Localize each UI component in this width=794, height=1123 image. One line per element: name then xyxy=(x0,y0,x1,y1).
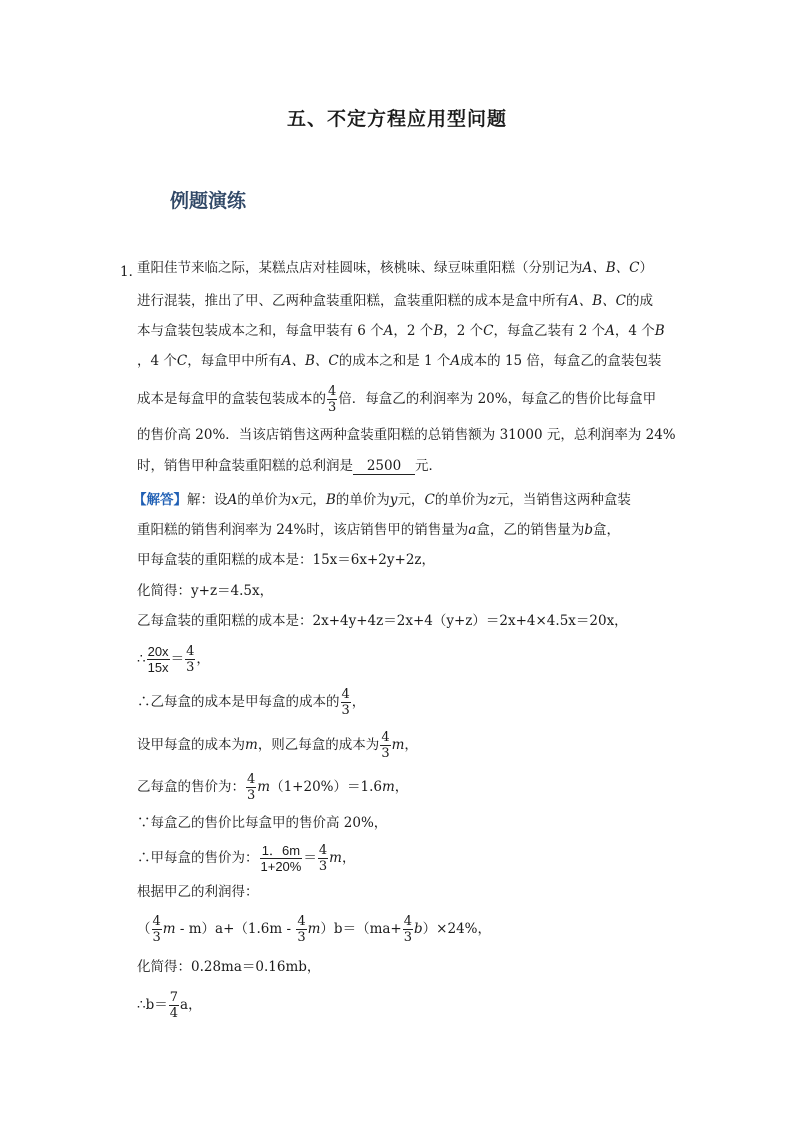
fraction-four-thirds: $\frac{4}{3}$ xyxy=(328,384,337,415)
fraction-four-thirds: $\frac{4}{3}$ xyxy=(247,772,256,803)
solution-line-3: 甲每盒装的重阳糕的成本是：15x＝6x+2y+2z， xyxy=(137,552,436,568)
fraction-four-thirds: $\frac{4}{3}$ xyxy=(403,914,413,945)
fraction-1.6m-over-1.2: $\frac{1.6m}{1+20\%}$ xyxy=(260,843,302,874)
question-line-3: 本与盒装包装成本之和，每盒甲装有 6 个A，2 个B，2 个C，每盒乙装有 2 个A，4 个B xyxy=(137,323,665,339)
fraction-four-thirds: $\frac{4}{3}$ xyxy=(341,687,350,718)
answer-blank: 2500 xyxy=(353,458,415,475)
solution-line-10: ∵每盒乙的售价比每盒甲的售价高 20%， xyxy=(137,815,388,831)
solution-line-13: （ $\frac{4}{3}$ m - m）a+（1.6m - $\frac{4}{3}$ m）b＝（ma+ $\frac{4}{3}$ b）×24%， xyxy=(137,914,491,945)
question-line-6: 的售价高 20%．当该店销售这两种盒装重阳糕的总销售额为 31000 元，总利润率为 24% xyxy=(137,427,676,443)
solution-line-12: 根据甲乙的利润得： xyxy=(137,884,259,900)
fraction-four-thirds: $\frac{4}{3}$ xyxy=(152,914,161,945)
fraction-four-thirds: $\frac{4}{3}$ xyxy=(381,730,390,761)
fraction-20x-15x: $\frac{20x}{15x}$ xyxy=(147,644,169,675)
solution-line-7: ∴乙每盒的成本是甲每盒的成本的 $\frac{4}{3}$ ， xyxy=(137,687,366,718)
solution-line-11: ∴甲每盒的售价为： $\frac{1.6m}{1+20\%}$ ＝ $\frac{4}{3}$ m， xyxy=(137,843,356,874)
solution-tag: 【解答】 xyxy=(133,492,187,508)
question-line-1: 重阳佳节来临之际，某糕点店对桂圆味，核桃味、绿豆味重阳糕（分别记为A、B、C） xyxy=(137,260,653,276)
fraction-four-thirds: $\frac{4}{3}$ xyxy=(186,644,195,675)
section-heading: 例题演练 xyxy=(170,190,247,212)
question-line-4: ，4 个C，每盒甲中所有A、B、C的成本之和是 1 个A成本的 15 倍，每盒乙的盒装包装 xyxy=(137,353,662,369)
solution-line-4: 化简得：y+z＝4.5x， xyxy=(137,583,274,599)
question-line-2: 进行混装，推出了甲、乙两种盒装重阳糕，盒装重阳糕的成本是盒中所有A、B、C的成 xyxy=(137,293,653,309)
question-line-7: 时，销售甲种盒装重阳糕的总利润是 2500 元． xyxy=(137,458,442,474)
solution-line-8: 设甲每盒的成本为m，则乙每盒的成本为 $\frac{4}{3}$ m， xyxy=(137,730,418,761)
solution-line-5: 乙每盒装的重阳糕的成本是：2x+4y+4z＝2x+4（y+z）＝2x+4×4.5x＝20x， xyxy=(137,613,628,629)
solution-line-9: 乙每盒的售价为： $\frac{4}{3}$ m（1+20%）＝1.6m， xyxy=(137,772,409,803)
solution-line-14: 化简得：0.28ma＝0.16mb， xyxy=(137,959,321,975)
question-number: 1． xyxy=(120,264,143,280)
solution-line-15: ∴b＝ $\frac{7}{4}$ a， xyxy=(137,990,202,1021)
solution-line-2: 重阳糕的销售利润率为 24%时，该店销售甲的销售量为a盒，乙的销售量为b盒， xyxy=(137,522,621,538)
solution-line-1: 【解答】解：设A的单价为x元，B的单价为y元，C的单价为z元，当销售这两种盒装 xyxy=(133,492,631,508)
fraction-four-thirds: $\frac{4}{3}$ xyxy=(297,914,306,945)
solution-line-6: ∴ $\frac{20x}{15x}$ ＝ $\frac{4}{3}$ ， xyxy=(137,644,210,675)
fraction-seven-fourths: $\frac{7}{4}$ xyxy=(169,990,179,1021)
page-title: 五、不定方程应用型问题 xyxy=(286,108,507,130)
question-line-5: 成本是每盒甲的盒装包装成本的 $\frac{4}{3}$ 倍．每盒乙的利润率为 20%，每盒乙的售价比每盒甲 xyxy=(137,384,657,415)
fraction-four-thirds: $\frac{4}{3}$ xyxy=(318,843,328,874)
